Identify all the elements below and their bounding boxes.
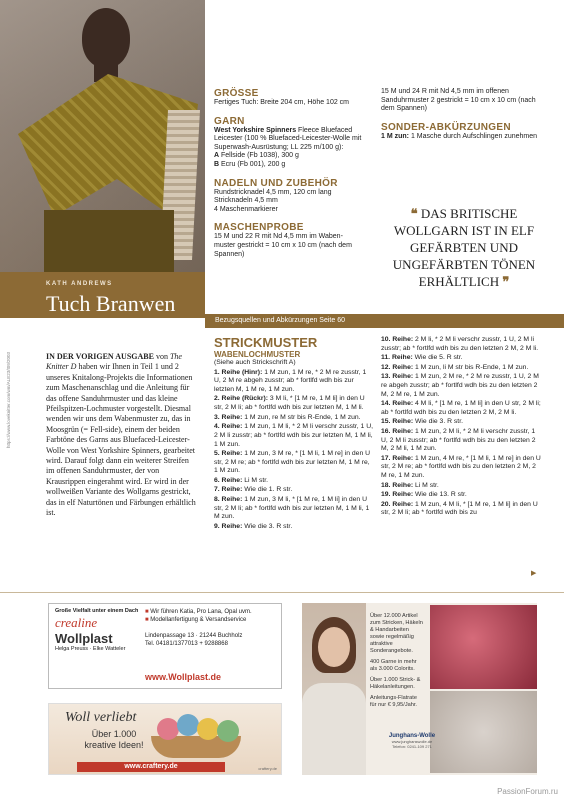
pattern-row-text: Li M str. xyxy=(242,476,269,484)
pattern-row-text: 1 M zun, li M str bis R-Ende, 1 M zun. xyxy=(413,363,529,371)
junghans-phone: Telefon: 0241-109 271 xyxy=(392,744,432,749)
wollplast-bullet-2-text: Modellanfertigung & Versandservice xyxy=(150,617,247,623)
pattern-row xyxy=(214,414,374,423)
pattern-row xyxy=(381,428,541,454)
pattern-row-number: 10. Reihe: xyxy=(381,336,414,343)
pattern-row-number: 4. Reihe: xyxy=(214,423,243,431)
sonder-heading: SONDER-ABKÜRZUNGEN xyxy=(381,121,511,133)
crealine-logo: crealine xyxy=(55,615,98,630)
pattern-row-number: 5. Reihe: xyxy=(214,450,243,458)
pattern-row xyxy=(381,491,541,500)
pattern-row-text: Wie die 13. R str. xyxy=(413,491,467,499)
sonder-text xyxy=(381,133,549,142)
continue-arrow-icon: ▶ xyxy=(531,570,537,577)
pattern-row-number: 18. Reihe: xyxy=(381,481,414,489)
nadeln-line-3: 4 Maschenmarkierer xyxy=(214,205,278,213)
pattern-row-text: 1 M zun, 4 M re, * [1 M li, 1 M re] in den U str, 2 M re; ab * fortlfd wdh bis zu den letzten 2 M, 2 M re, 1 M zun. xyxy=(381,454,541,480)
pattern-row-text: 1 M zun, 2 M li, * 2 M li verschr zusstr, 1 U, 2 M li zusstr; ab * fortlfd wdh bis zu den letzten 2 M, 2 M li, 1 M zun. xyxy=(381,427,536,453)
pull-quote xyxy=(380,205,548,290)
pattern-row xyxy=(214,450,374,476)
pattern-row-text: 1 M zun, 3 M re, * [1 M li, 1 M re] in den U str, 2 M re; ab * fortlfd wdh bis zur letzten M, 1 M re, 1 M zun. xyxy=(214,450,371,475)
pattern-row-text: Wie die 3. R str. xyxy=(413,418,463,426)
craftery-slogan: Über 1.000 kreative Ideen! xyxy=(84,729,144,750)
pull-quote-text: DAS BRITISCHE WOLLGARN IST IN ELF GEFÄRBTEN UND UNGEFÄRBTEN TÖNEN ERHÄLTLICH xyxy=(392,206,536,289)
knitting-photo xyxy=(430,605,537,689)
square-bullet-icon: ■ xyxy=(145,609,149,615)
garn-brand: West Yorkshire Spinners xyxy=(214,126,297,134)
wollplast-logo: Wollplast xyxy=(55,631,113,646)
specs-column-2 xyxy=(381,88,549,141)
wollplast-address: Lindenpassage 13 · 21244 Buchholz xyxy=(145,633,243,639)
pattern-row-text: 1 M zun, 2 M re, * 2 M re zusstr, 1 U, 2 M re abgeh zusstr; ab * fortlfd wdh bis zu den letzten 2 M, 2 M re, 1 M zun. xyxy=(381,373,539,398)
model-sweater xyxy=(302,683,366,775)
pattern-row-number: 16. Reihe: xyxy=(381,427,414,435)
quote-close-icon: ❞ xyxy=(502,274,510,289)
sonder-desc: 1 Masche durch Aufschlingen zunehmen xyxy=(410,132,538,140)
pattern-row xyxy=(381,354,541,363)
sources-bar: Bezugsquellen und Abkürzungen Seite 60 xyxy=(205,314,564,328)
footer-watermark: PassionForum.ru xyxy=(497,787,558,796)
pattern-row-text: 1 M zun, re M str bis R-Ende, 1 M zun. xyxy=(242,413,361,421)
groesse-heading: GRÖSSE xyxy=(214,88,259,99)
garn-text xyxy=(214,127,364,170)
nadeln-line-1: Rundstricknadel 4,5 mm, 120 cm lang xyxy=(214,188,332,196)
strickmuster-column-1 xyxy=(214,336,374,532)
pattern-row xyxy=(214,523,374,532)
pattern-row-number: 15. Reihe: xyxy=(381,418,414,426)
quote-open-icon: ❝ xyxy=(410,206,418,221)
wollplast-names: Helga Preuss · Elke Watteler xyxy=(55,646,126,652)
rows-list-1 xyxy=(214,369,374,532)
ad-divider xyxy=(0,592,564,593)
pattern-row-text: Li M str. xyxy=(413,481,439,489)
intro-magazine: The Knitter D xyxy=(46,352,182,372)
model-dress xyxy=(44,210,174,272)
junghans-brand[interactable] xyxy=(382,733,442,749)
model-photo xyxy=(302,603,366,775)
specs-column xyxy=(214,88,364,259)
garn-b-label: B xyxy=(214,160,220,168)
pattern-row xyxy=(381,455,541,481)
yarn-ball-yellow xyxy=(197,718,219,740)
craftery-small: craftery.de xyxy=(258,766,277,771)
intro-text xyxy=(46,352,196,519)
pattern-row-text: 4 M li, * [1 M re, 1 M li] in den U str, 2 M li; ab * fortlfd wdh bis zu den letzten 2 M, 2 M li. xyxy=(381,400,541,416)
junghans-logo: Junghans-Wolle xyxy=(388,733,436,739)
wollplast-bullet-1 xyxy=(145,608,279,616)
pattern-row xyxy=(381,482,541,491)
wollplast-bullet-2 xyxy=(145,616,279,624)
hero-photo xyxy=(0,0,205,272)
strickmuster-column-2 xyxy=(381,336,541,519)
junghans-bullet-4: Anleitungs-Flatrate für nur € 9,95/Jahr. xyxy=(370,695,417,708)
pattern-row-number: 13. Reihe: xyxy=(381,373,414,381)
author-name: KATH ANDREWS xyxy=(46,281,113,287)
junghans-bullet-2: 400 Garne in mehr als 3.000 Colorits. xyxy=(370,659,417,672)
pattern-row-number: 19. Reihe: xyxy=(381,491,414,499)
article-title: Tuch Branwen xyxy=(46,291,176,316)
pattern-row-number: 12. Reihe: xyxy=(381,363,414,371)
maschenprobe-text-2: 15 M und 24 R mit Nd 4,5 mm im offenen Sanduhrmuster 2 gestrickt = 10 cm x 10 cm (nach dem Spannen) xyxy=(381,88,536,113)
ad-junghans[interactable] xyxy=(302,603,537,775)
pattern-row xyxy=(214,496,374,522)
pattern-row xyxy=(214,486,374,495)
pattern-row xyxy=(214,395,374,412)
ad-craftery[interactable] xyxy=(48,703,282,775)
craftery-site-link[interactable]: www.craftery.de xyxy=(77,762,225,772)
wollplast-left xyxy=(55,608,141,652)
strickmuster-note: (Siehe auch Strickschrift A) xyxy=(214,359,296,366)
pattern-row-text: 2 M li, * 2 M li verschr zusstr, 1 U, 2 M li zusstr; ab * fortlfd wdh bis zu den letzten 2 M, 2 M li. xyxy=(381,336,539,352)
model-head xyxy=(82,8,130,68)
pattern-row xyxy=(214,423,374,449)
yarn-ball-pink xyxy=(157,718,179,740)
strickmuster-heading: STRICKMUSTER xyxy=(214,335,318,350)
pattern-row xyxy=(381,373,541,399)
pattern-row-text: Wie die 1. R str. xyxy=(242,486,293,494)
pattern-row-text: Wie die 3. R str. xyxy=(242,522,293,530)
wollplast-phone: Tel. 04181/1377013 + 9288868 xyxy=(145,641,228,647)
pattern-row-text: 1 M zun, 4 M li, * [1 M re, 1 M li] in den U str, 2 M li; ab * fortlfd wdh bis zu xyxy=(381,500,538,517)
model-face xyxy=(318,627,350,667)
pattern-row-number: 1. Reihe (Hinr): xyxy=(214,368,263,376)
pattern-row-number: 7. Reihe: xyxy=(214,486,243,494)
junghans-bullet-3: Über 1.000 Strick- & Häkelanleitungen. xyxy=(370,677,421,690)
yarn-ball-blue xyxy=(177,714,199,736)
wollplast-tag: Große Vielfalt unter einem Dach xyxy=(55,608,139,614)
yarn-ball-green xyxy=(217,720,239,742)
pattern-row xyxy=(381,336,541,353)
pattern-row-number: 3. Reihe: xyxy=(214,413,243,421)
intro-text-1: von xyxy=(153,352,170,361)
craftery-logo: Woll verliebt xyxy=(65,710,137,725)
garn-a-text: Fellside (Fb 1038), 300 g xyxy=(221,152,299,160)
pattern-row xyxy=(381,364,541,373)
nadeln-line-2: Stricknadeln 4,5 mm xyxy=(214,197,278,205)
pattern-row-number: 14. Reihe: xyxy=(381,400,414,408)
yarn-photo xyxy=(430,691,537,773)
pattern-row-number: 6. Reihe: xyxy=(214,476,243,484)
pattern-row-number: 9. Reihe: xyxy=(214,522,243,530)
nadeln-heading: NADELN UND ZUBEHÖR xyxy=(214,177,338,189)
intro-lead: IN DER VORIGEN AUSGABE xyxy=(46,352,154,361)
wollplast-site-link[interactable]: www.Wollplast.de xyxy=(145,672,222,682)
junghans-site: www.junghanswolle.de xyxy=(391,739,433,744)
pattern-row-text: 1 M zun, 1 M li, * 2 M li verschr zusstr, 1 U, 2 M li zusstr; ab * fortlfd wdh bis zur letzten M, 1 M li, 1 M zun. xyxy=(214,423,374,448)
pattern-row-text: 3 M li, * [1 M re, 1 M li] in den U str, 2 M li; ab * fortlfd wdh bis zur letzten M, 1 M li. xyxy=(214,395,365,412)
pattern-row-text: 1 M zun, 3 M li, * [1 M re, 1 M li] in den U str, 2 M li; ab * fortlfd wdh bis zur letzten M, 1 M li, 1 M zun. xyxy=(214,495,370,521)
garn-b-text: Ecru (Fb 001), 200 g xyxy=(221,160,286,168)
pattern-row xyxy=(381,501,541,518)
square-bullet-icon: ■ xyxy=(145,617,149,623)
groesse-text: Fertiges Tuch: Breite 204 cm, Höhe 102 cm xyxy=(214,99,350,106)
junghans-images xyxy=(430,605,537,773)
pattern-row-number: 11. Reihe: xyxy=(381,354,413,362)
maschenprobe-heading: MASCHENPROBE xyxy=(214,222,304,234)
strickmuster-subheading: WABENLOCHMUSTER xyxy=(214,350,301,359)
garn-a-label: A xyxy=(214,152,220,160)
pattern-row-number: 17. Reihe: xyxy=(381,454,414,462)
garn-heading: GARN xyxy=(214,115,245,127)
photo-credit: https://www.loveknitter.com/wm/ALE23/t09/2003 xyxy=(6,351,11,448)
garn-desc: Fleece Bluefaced Leicester (100 % Bluefaced-Leicester-Wolle mit Superwash-Ausrüstung; LL 225 m/100 g): xyxy=(214,126,362,151)
pattern-row-number: 20. Reihe: xyxy=(381,500,414,508)
junghans-bullet-1: Über 12.000 Artikel zum Stricken, Häkeln & Handarbeiten sowie regelmäßig attraktive Sonderangebote. xyxy=(370,613,423,654)
maschenprobe-text-1: 15 M und 22 R mit Nd 4,5 mm im Waben-muster gestrickt = 10 cm x 10 cm (nach dem Spannen) xyxy=(214,233,352,258)
pattern-row-number: 2. Reihe (Rückr): xyxy=(214,395,269,403)
pattern-row xyxy=(381,400,541,417)
sonder-label: 1 M zun: xyxy=(381,132,409,140)
junghans-bullets xyxy=(370,613,424,709)
pattern-row xyxy=(381,418,541,427)
pattern-row-text: 1 M zun, 1 M re, * 2 M re zusstr, 1 U, 2 M re abgeh zusstr; ab * fortlfd wdh bis zur letzten M, 1 M re, 1 M zun. xyxy=(214,368,367,393)
pattern-row xyxy=(214,477,374,486)
wollplast-bullet-1-text: Wir führen Katia, Pro Lana, Opal uvm. xyxy=(150,609,252,615)
pattern-row xyxy=(214,369,374,395)
ad-wollplast[interactable] xyxy=(48,603,282,689)
intro-text-2: haben wir Ihnen in Teil 1 und 2 unseres Knitalong-Projekts die Informationen zum Maschenanschlag und die Anleitung für das offene Sanduhrmuster und das kleine Pfeilspitzen-Lochmuster vorgestellt. Diesmal wenden wir uns dem Wabenmuster zu, das in Moosgrün (= Fell-side), einem der beiden Farbtöne des Garns aus Bluefaced-Leicester-Wolle von West Yorkshire Spinners, gearbeitet wird. Darauf folgt dann ein weiterer Streifen im offenen Sanduhrmuster, der von Krausrippen eingerahmt wird. Er wird in der wollweißen Variante des Wollgarns gestrickt, das in elf Naturtönen und Färbungen erhältlich ist. xyxy=(46,362,196,518)
wollplast-right xyxy=(145,608,279,648)
pattern-row-number: 8. Reihe: xyxy=(214,495,243,503)
rows-list-2 xyxy=(381,336,541,518)
pattern-row-text: Wie die 5. R str. xyxy=(412,354,463,362)
